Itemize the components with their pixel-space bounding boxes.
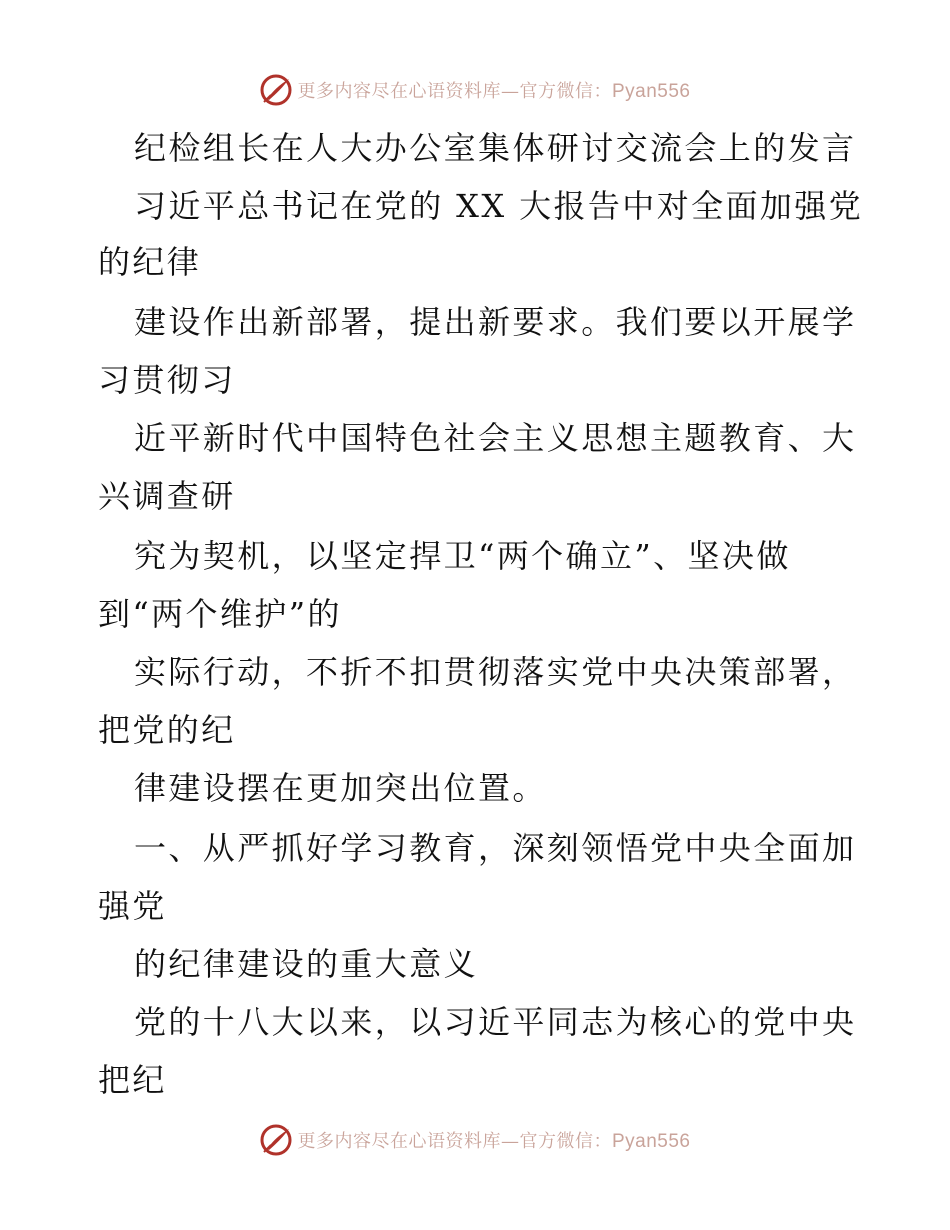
paragraph-line: 究为契机，以坚定捍卫“两个确立”、坚决做	[134, 537, 791, 575]
document-title: 纪检组长在人大办公室集体研讨交流会上的发言	[134, 129, 857, 167]
watermark-label: 更多内容尽在心语资料库—官方微信：	[297, 81, 612, 102]
section-heading-line: 一、从严抓好学习教育，深刻领悟党中央全面加	[134, 829, 857, 867]
paragraph-line: 把纪	[98, 1061, 167, 1099]
paragraph-line: 到“两个维护”的	[98, 595, 342, 633]
footer-watermark	[0, 1120, 950, 1160]
paragraph-line: 党的十八大以来，以习近平同志为核心的党中央	[134, 1003, 857, 1041]
paragraph-line: 的纪律	[98, 243, 202, 281]
header-watermark	[0, 70, 950, 110]
watermark-handle: Pyan556	[611, 81, 691, 102]
paragraph-line: 近平新时代中国特色社会主义思想主题教育、大	[134, 419, 857, 457]
feather-pen-logo-icon	[259, 1123, 293, 1157]
section-heading-line: 的纪律建设的重大意义	[134, 945, 479, 983]
watermark-label: 更多内容尽在心语资料库—官方微信：	[297, 1131, 612, 1152]
watermark-text	[297, 1127, 690, 1153]
section-heading-line: 强党	[98, 887, 167, 925]
watermark-handle: Pyan556	[611, 1131, 691, 1152]
paragraph-line: 把党的纪	[98, 711, 236, 749]
paragraph-line: 建设作出新部署，提出新要求。我们要以开展学	[134, 303, 857, 341]
paragraph-line: 习近平总书记在党的 XX 大报告中对全面加强党	[134, 187, 864, 225]
paragraph-line: 兴调查研	[98, 477, 236, 515]
paragraph-line: 律建设摆在更加突出位置。	[134, 769, 547, 807]
feather-pen-logo-icon	[259, 73, 293, 107]
paragraph-line: 实际行动，不折不扣贯彻落实党中央决策部署，	[134, 653, 857, 691]
paragraph-line: 习贯彻习	[98, 361, 236, 399]
watermark-text	[297, 77, 690, 103]
